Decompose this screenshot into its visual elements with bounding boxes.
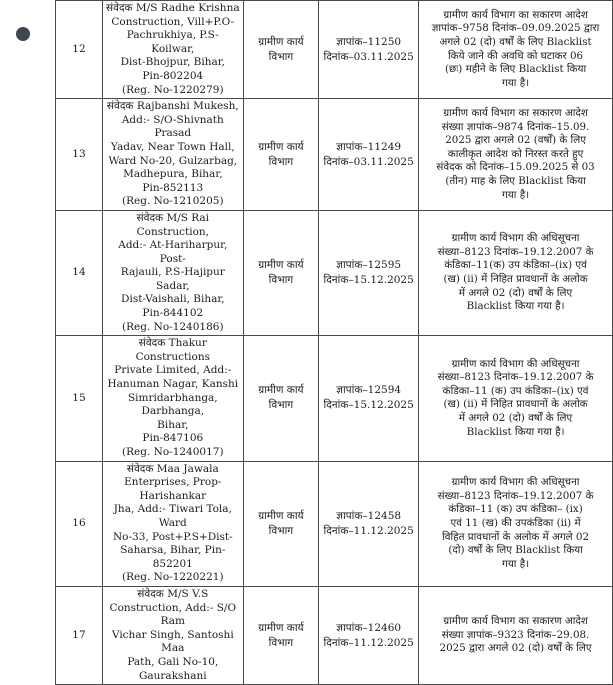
department: ग्रामीण कार्य विभाग	[243, 1, 318, 99]
department: ग्रामीण कार्य विभाग	[243, 99, 318, 211]
serial-number: 12	[56, 1, 103, 99]
letter-number-date: ज्ञापांक–12594 दिनांक–15.12.2025	[319, 336, 419, 461]
contractor-details: संवेदक M/S Rai Construction, Add:- At-Hariharpur, Post- Rajauli, P.S-Hajipur Sadar, Dist-Vaishali, Bihar, Pin-844102 (Reg. No-1240186)	[102, 210, 243, 335]
remarks: ग्रामीण कार्य विभाग का सकारण आदेश संख्या ज्ञापांक–9323 दिनांक–29.08. 2025 द्वारा अगले 02 (दो) वर्षों के लिए	[419, 586, 613, 684]
table-row	[56, 210, 613, 335]
bullet-dot	[16, 27, 30, 41]
department: ग्रामीण कार्य विभाग	[243, 586, 318, 684]
blacklist-table	[55, 0, 613, 685]
serial-number: 15	[56, 336, 103, 461]
contractor-details: संवेदक Rajbanshi Mukesh, Add:- S/O-Shivnath Prasad Yadav, Near Town Hall, Ward No-20, Gulzarbag, Madhepura, Bihar, Pin-852113 (Reg. No-1210205)	[102, 99, 243, 211]
serial-number: 14	[56, 210, 103, 335]
remarks: ग्रामीण कार्य विभाग की अधिसूचना संख्या–8123 दिनांक–19.12.2007 के कंडिका–11 (क) उप कंडिका–(ix) एवं (ख) (ii) में निहित प्रावधानों के अलोक में अगले 02 (दो) वर्षों के लिए Blacklist किया गया है।	[419, 336, 613, 461]
letter-number-date: ज्ञापांक–11249 दिनांक–03.11.2025	[319, 99, 419, 211]
department: ग्रामीण कार्य विभाग	[243, 336, 318, 461]
department: ग्रामीण कार्य विभाग	[243, 210, 318, 335]
remarks: ग्रामीण कार्य विभाग की अधिसूचना संख्या–8123 दिनांक–19.12.2007 के कंडिका–11(क) उप कंडिका–(ix) एवं (ख) (ii) में निहित प्रावधानों के अलोक में अगले 02 (दो) वर्षों के लिए Blacklist किया गया है।	[419, 210, 613, 335]
table-row	[56, 586, 613, 684]
serial-number: 16	[56, 461, 103, 586]
letter-number-date: ज्ञापांक–12595 दिनांक–15.12.2025	[319, 210, 419, 335]
remarks: ग्रामीण कार्य विभाग की अधिसूचना संख्या–8123 दिनांक–19.12.2007 के कंडिका–11 (क) उप कंडिका– (ix) एवं 11 (ख) की उपकंडिका (ii) में विहित प्रावधानों के अलोक में अगले 02 (दो) वर्षों के लिए Blacklist किया गया है।	[419, 461, 613, 586]
remarks: ग्रामीण कार्य विभाग का सकारण आदेश संख्या ज्ञापांक–9874 दिनांक–15.09. 2025 द्वारा अगले 02 (वर्षों) के लिए कालीकृत आदेश को निरस्त करते हुए संवेदक को दिनांक–15.09.2025 से 03 (तीन) माह के लिए Blacklist किया गया है।	[419, 99, 613, 211]
letter-number-date: ज्ञापांक–12458 दिनांक–11.12.2025	[319, 461, 419, 586]
letter-number-date: ज्ञापांक–11250 दिनांक–03.11.2025	[319, 1, 419, 99]
table-row	[56, 1, 613, 99]
department: ग्रामीण कार्य विभाग	[243, 461, 318, 586]
contractor-details: संवेदक Maa Jawala Enterprises, Prop-Harishankar Jha, Add:- Tiwari Tola, Ward No-33, Post+P.S+Dist- Saharsa, Bihar, Pin-852201 (Reg. No-1220221)	[102, 461, 243, 586]
table-row	[56, 99, 613, 211]
contractor-details: संवेदक M/S Radhe Krishna Construction, Vill+P.O- Pachrukhiya, P.S-Koilwar, Dist-Bhojpur, Bihar, Pin-802204 (Reg. No-1220279)	[102, 1, 243, 99]
table-row	[56, 461, 613, 586]
letter-number-date: ज्ञापांक–12460 दिनांक–11.12.2025	[319, 586, 419, 684]
contractor-details: संवेदक Thakur Constructions Private Limited, Add:- Hanuman Nagar, Kanshi Simridarbhanga, Darbhanga, Bihar, Pin-847106 (Reg. No-1240017)	[102, 336, 243, 461]
remarks: ग्रामीण कार्य विभाग का सकारण आदेश ज्ञापांक–9758 दिनांक–09.09.2025 द्वारा अगले 02 (दो) वर्षों के लिए Blacklist किये जाने की अवधि को घटाकर 06 (छः) महीने के लिए Blacklist किया गया है।	[419, 1, 613, 99]
contractor-details: संवेदक M/S V.S Construction, Add:- S/O Ram Vichar Singh, Santoshi Maa Path, Gali No-10, Gaurakshani	[102, 586, 243, 684]
serial-number: 13	[56, 99, 103, 211]
serial-number: 17	[56, 586, 103, 684]
table-row	[56, 336, 613, 461]
